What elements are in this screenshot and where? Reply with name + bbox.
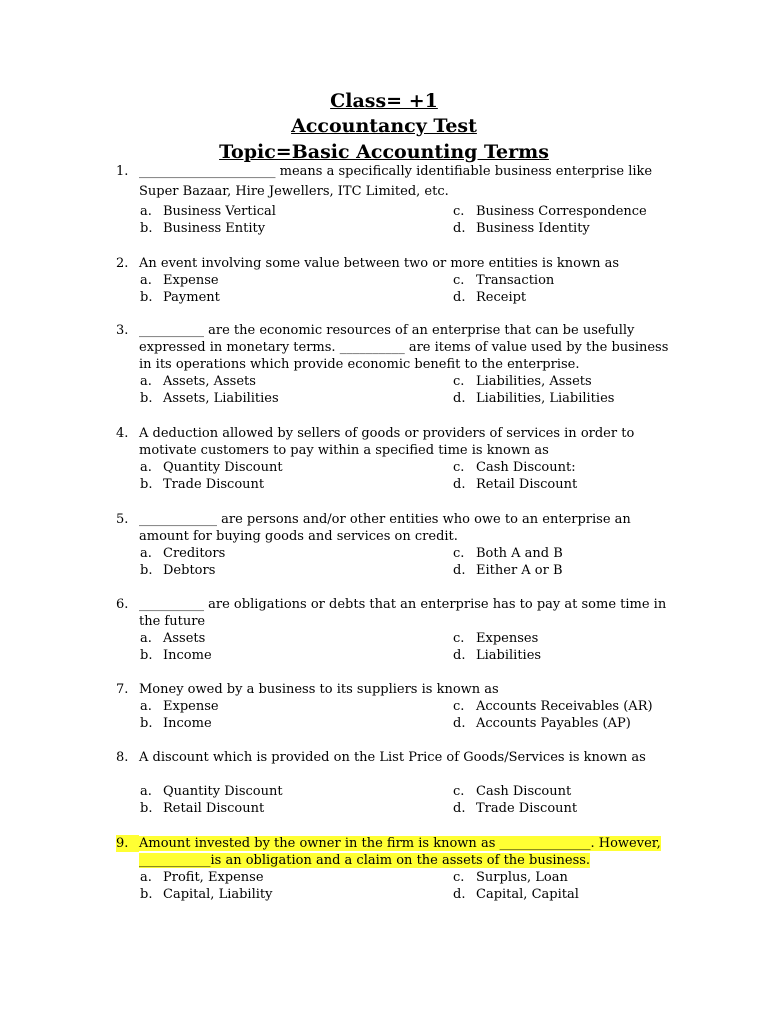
option-c: c. Both A and B — [453, 546, 563, 561]
question-7 — [116, 681, 676, 698]
question-9 — [116, 835, 676, 869]
option-d: d. Receipt — [453, 290, 527, 305]
option-b: b. Business Entity — [140, 221, 266, 236]
option-b: b. Income — [140, 716, 212, 731]
question-number: 9. — [116, 835, 139, 852]
option-b: b. Payment — [140, 290, 220, 305]
option-d: d. Capital, Capital — [453, 887, 579, 902]
option-c: c. Cash Discount — [453, 784, 572, 799]
question-8 — [116, 749, 676, 766]
option-b: b. Capital, Liability — [140, 887, 273, 902]
question-number: 7. — [116, 682, 129, 697]
question-number: 2. — [116, 256, 129, 271]
question-text-line: A deduction allowed by sellers of goods or providers of services in order to — [139, 426, 635, 441]
option-a: a. Assets — [140, 631, 206, 646]
option-d: d. Business Identity — [453, 221, 590, 236]
option-c: c. Accounts Receivables (AR) — [453, 699, 653, 714]
option-c: c. Transaction — [453, 273, 555, 288]
class-heading: Class= +1 — [330, 90, 438, 112]
question-text-line: the future — [139, 614, 206, 629]
question-5 — [116, 511, 676, 545]
question-text-line: __________ are the economic resources of an enterprise that can be usefully — [139, 323, 635, 338]
option-c: c. Business Correspondence — [453, 204, 647, 219]
option-b: b. Trade Discount — [140, 477, 265, 492]
highlighted-question-text-line: ___________is an obligation and a claim on the assets of the business. — [139, 853, 591, 868]
question-text-line: Super Bazaar, Hire Jewellers, ITC Limited, etc. — [139, 184, 449, 199]
option-a: a. Business Vertical — [140, 204, 276, 219]
question-text-line: Money owed by a business to its suppliers is known as — [139, 682, 499, 697]
question-number: 4. — [116, 426, 129, 441]
question-text-line: in its operations which provide economic benefit to the enterprise. — [139, 357, 580, 372]
option-d: d. Trade Discount — [453, 801, 578, 816]
question-text-line: __________ are obligations or debts that an enterprise has to pay at some time in — [139, 597, 667, 612]
option-b: b. Debtors — [140, 563, 216, 578]
option-a: a. Expense — [140, 273, 219, 288]
question-4 — [116, 425, 676, 459]
option-c: c. Expenses — [453, 631, 539, 646]
option-b: b. Assets, Liabilities — [140, 391, 279, 406]
option-a: a. Creditors — [140, 546, 226, 561]
question-number: 8. — [116, 750, 129, 765]
question-number: 1. — [116, 164, 129, 179]
option-a: a. Quantity Discount — [140, 784, 283, 799]
question-text-line: _____________________ means a specifically identifiable business enterprise like — [139, 164, 653, 179]
option-b: b. Retail Discount — [140, 801, 265, 816]
question-text-line: expressed in monetary terms. __________ are items of value used by the business — [139, 340, 669, 355]
question-1 — [116, 163, 676, 200]
test-heading: Accountancy Test — [291, 115, 477, 137]
question-text-line: A discount which is provided on the List Price of Goods/Services is known as — [139, 750, 646, 765]
question-number: 5. — [116, 512, 129, 527]
question-3 — [116, 322, 676, 373]
question-text-line: amount for buying goods and services on credit. — [139, 529, 458, 544]
option-c: c. Cash Discount: — [453, 460, 576, 475]
option-c: c. Surplus, Loan — [453, 870, 568, 885]
question-6 — [116, 596, 676, 630]
question-2 — [116, 255, 676, 272]
option-d: d. Accounts Payables (AP) — [453, 716, 631, 731]
option-a: a. Assets, Assets — [140, 374, 256, 389]
question-number: 3. — [116, 323, 129, 338]
question-number: 6. — [116, 597, 129, 612]
option-d: d. Liabilities, Liabilities — [453, 391, 615, 406]
option-d: d. Retail Discount — [453, 477, 578, 492]
question-text-line: ____________ are persons and/or other entities who owe to an enterprise an — [139, 512, 631, 527]
option-b: b. Income — [140, 648, 212, 663]
highlighted-question-text-line: Amount invested by the owner in the firm is known as ______________. However, — [139, 836, 661, 851]
option-a: a. Expense — [140, 699, 219, 714]
question-text-line: motivate customers to pay within a specified time is known as — [139, 443, 549, 458]
option-d: d. Either A or B — [453, 563, 563, 578]
option-d: d. Liabilities — [453, 648, 542, 663]
topic-heading: Topic=Basic Accounting Terms — [219, 141, 549, 163]
option-a: a. Quantity Discount — [140, 460, 283, 475]
option-c: c. Liabilities, Assets — [453, 374, 592, 389]
option-a: a. Profit, Expense — [140, 870, 264, 885]
question-text-line: An event involving some value between two or more entities is known as — [139, 256, 619, 271]
